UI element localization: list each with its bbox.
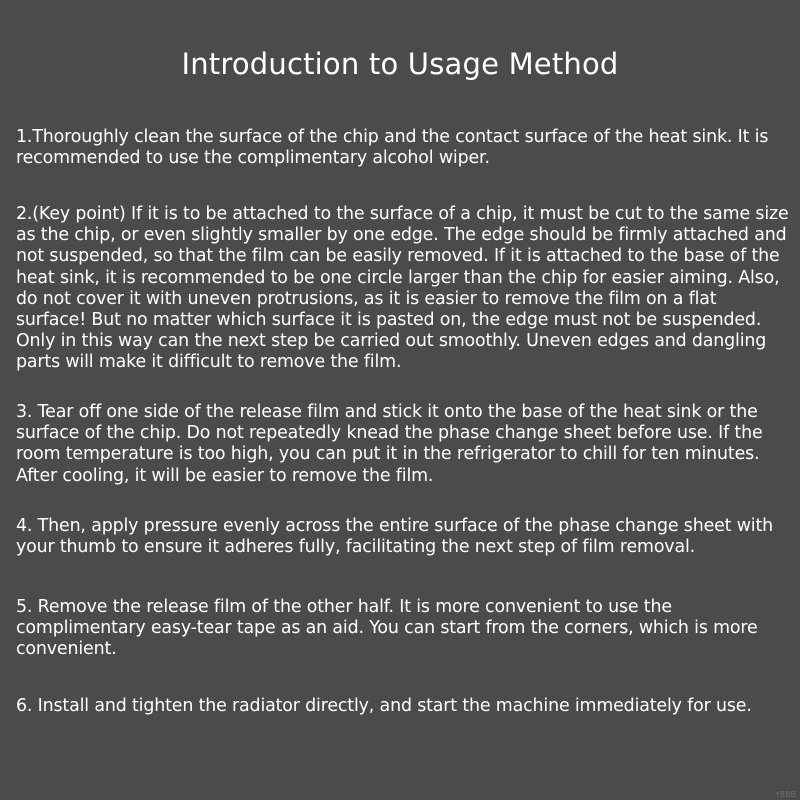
page-title: Introduction to Usage Method xyxy=(181,47,619,81)
watermark: Y8BB xyxy=(775,790,796,799)
instruction-step-4: 4. Then, apply pressure evenly across the entire surface of the phase change sheet with your thumb to ensure it adheres fully, facilitating the next step of film removal. xyxy=(16,516,774,558)
instruction-step-3: 3. Tear off one side of the release film and stick it onto the base of the heat sink or the surface of the chip. Do not repeatedly knead the phase change sheet before use. If the room temperature is too high, you can put it in the refrigerator to chill for ten minutes. After cooling, it will be easier to remove the film. xyxy=(16,402,763,486)
instruction-step-2: 2.(Key point) If it is to be attached to the surface of a chip, it must be cut to the same size as the chip, or even slightly smaller by one edge. The edge should be firmly attached and not suspended, so that the film can be easily removed. If it is attached to the base of the heat sink, it is recommended to be one circle larger than the chip for easier aiming. Also, do not cover it with uneven protrusions, as it is easier to remove the film on a flat surface! But no matter which surface it is pasted on, the edge must not be suspended. Only in this way can the next step be carried out smoothly. Uneven edges and dangling parts will make it difficult to remove the film. xyxy=(16,204,789,373)
instruction-step-6: 6. Install and tighten the radiator directly, and start the machine immediately for use. xyxy=(16,696,752,716)
instruction-step-1: 1.Thoroughly clean the surface of the chip and the contact surface of the heat sink. It is recommended to use the complimentary alcohol wiper. xyxy=(16,127,769,169)
instruction-step-5: 5. Remove the release film of the other half. It is more convenient to use the complimentary easy-tear tape as an aid. You can start from the corners, which is more convenient. xyxy=(16,597,758,660)
